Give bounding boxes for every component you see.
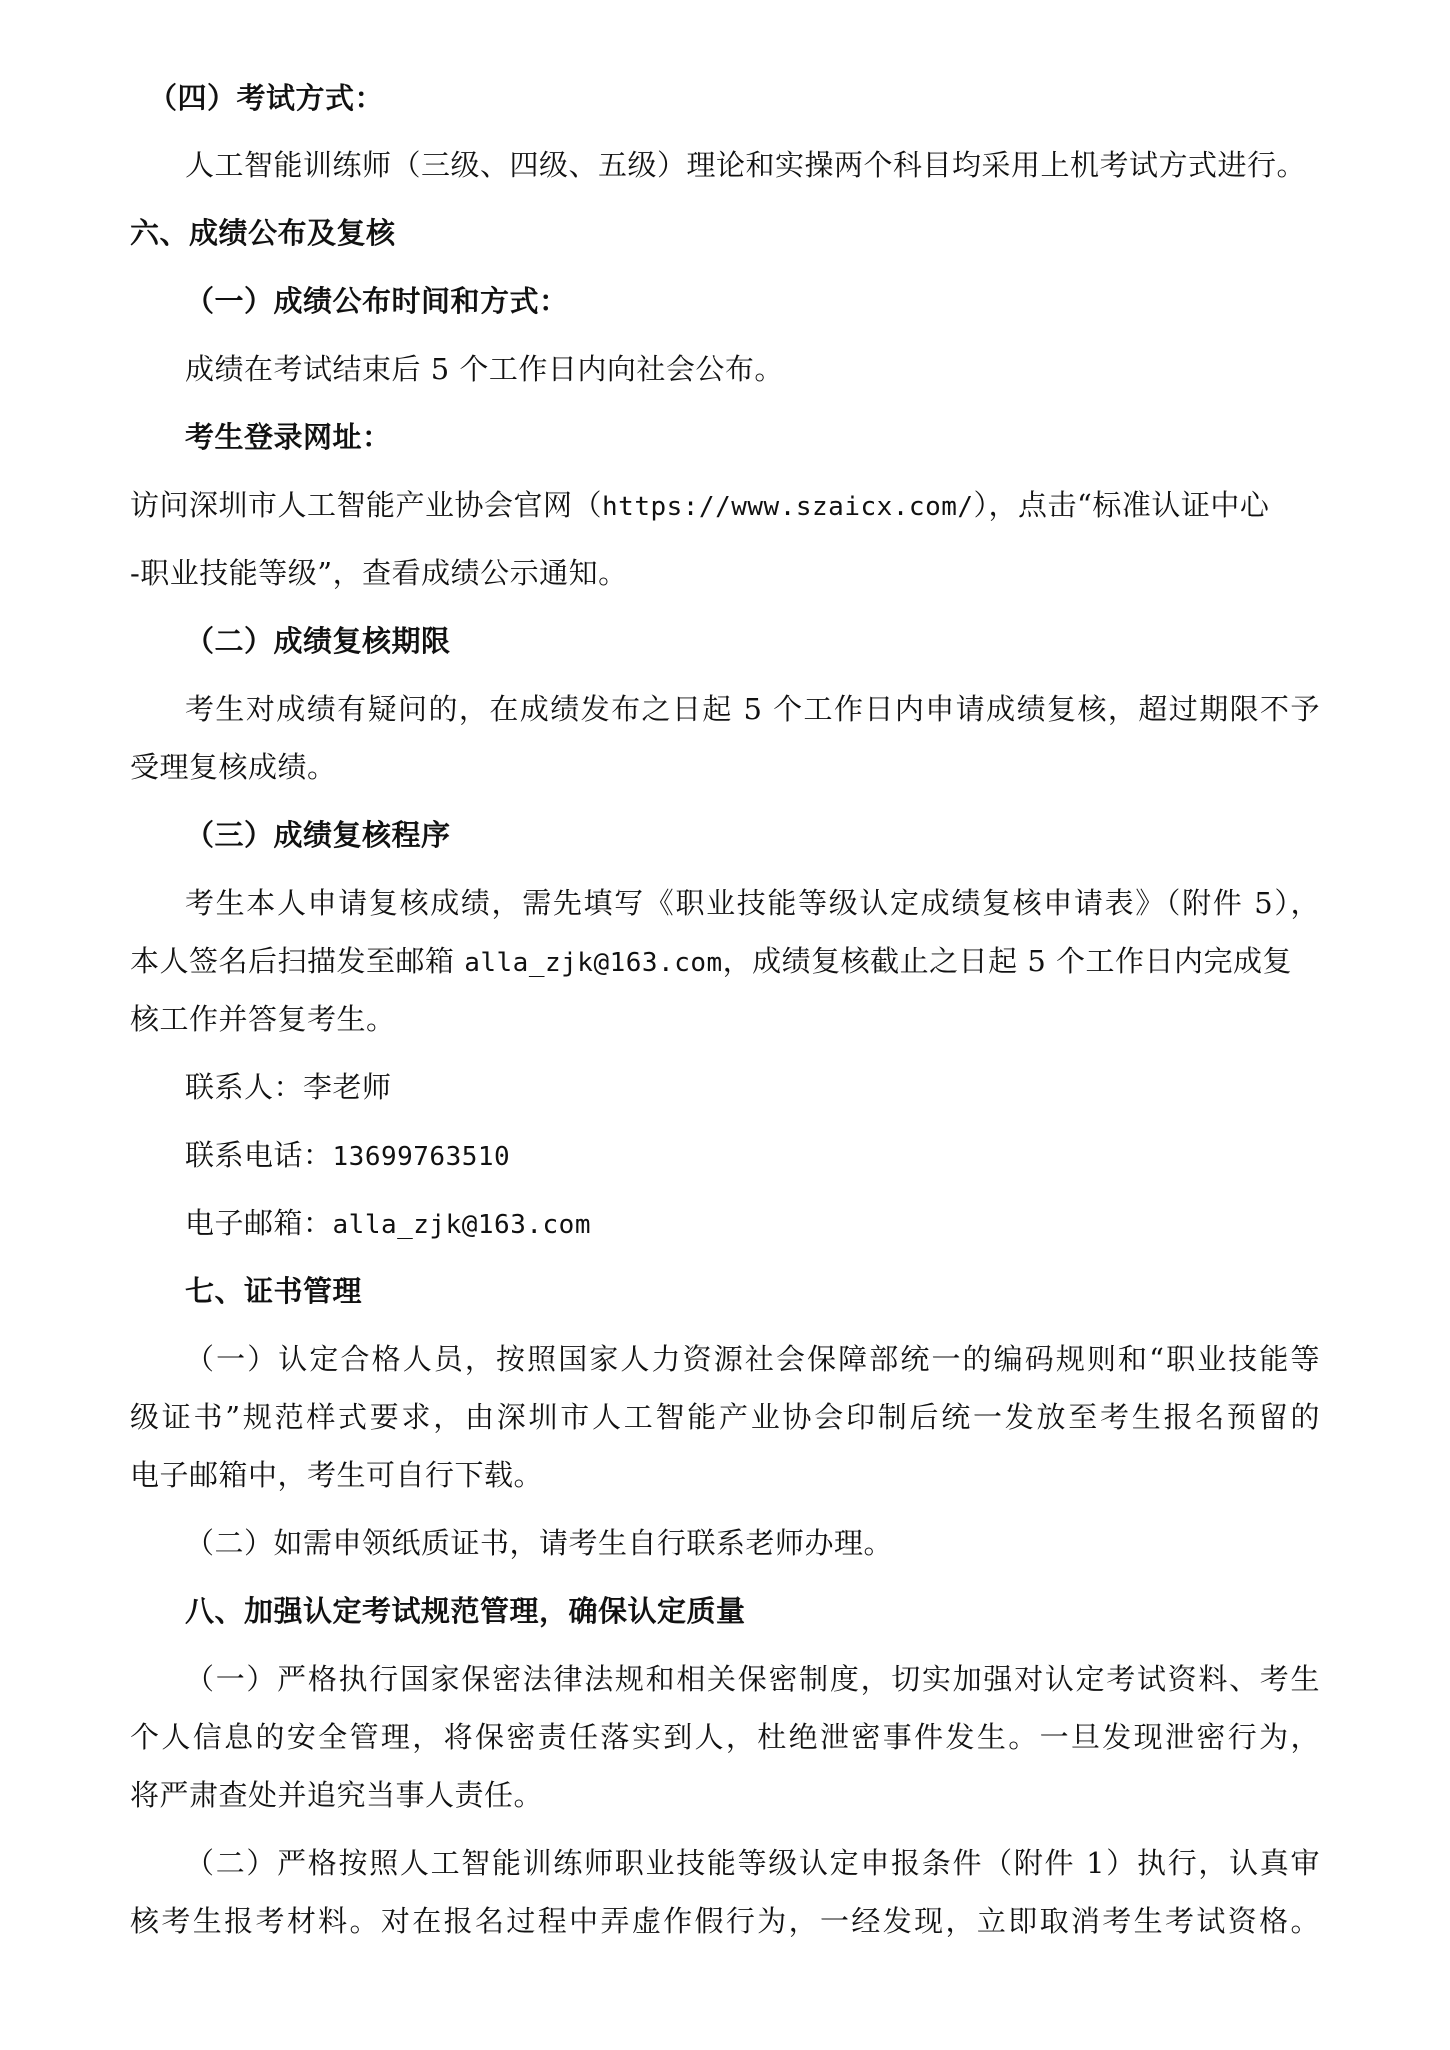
section-7-paragraph-1-line-1: （一）认定合格人员，按照国家人力资源社会保障部统一的编码规则和“职业技能等: [185, 1342, 1320, 1376]
subsection-2-heading: （二）成绩复核期限: [185, 624, 451, 658]
login-line-1: [130, 485, 1320, 527]
subsection-1-text: 成绩在考试结束后 5 个工作日内向社会公布。: [185, 352, 784, 386]
section-7-paragraph-1-line-3: 电子邮箱中，考生可自行下载。: [130, 1458, 544, 1492]
login-heading: 考生登录网址：: [185, 420, 392, 454]
subsection-3-heading: （三）成绩复核程序: [185, 818, 451, 852]
contact-email-label: 电子邮箱：: [185, 1206, 333, 1240]
section-8-paragraph-2-line-1: （二）严格按照人工智能训练师职业技能等级认定申报条件（附件 1）执行，认真审: [185, 1846, 1320, 1880]
login-line-2: -职业技能等级”，查看成绩公示通知。: [130, 556, 628, 590]
subsection-2-line-2: 受理复核成绩。: [130, 750, 337, 784]
section-7-paragraph-2: （二）如需申领纸质证书，请考生自行联系老师办理。: [185, 1526, 894, 1560]
section-7-paragraph-1-line-2: 级证书”规范样式要求，由深圳市人工智能产业协会印制后统一发放至考生报名预留的: [130, 1400, 1320, 1434]
subsection-3-line-2: [130, 941, 1320, 983]
contact-phone: 13699763510: [332, 1142, 511, 1172]
contact-phone-line: [185, 1135, 510, 1177]
section-8-paragraph-2-line-2: 核考生报考材料。对在报名过程中弄虚作假行为，一经发现，立即取消考生考试资格。: [130, 1904, 1320, 1938]
section-8-paragraph-1-line-3: 将严肃查处并追究当事人责任。: [130, 1778, 544, 1812]
subsection-2-line-1: 考生对成绩有疑问的，在成绩发布之日起 5 个工作日内申请成绩复核，超过期限不予: [185, 692, 1320, 726]
exam-method-heading: （四）考试方式：: [148, 81, 385, 115]
subsection-1-heading: （一）成绩公布时间和方式：: [185, 284, 569, 318]
subsection-3-line-2-suffix: ，成绩复核截止之日起 5 个工作日内完成复: [722, 944, 1293, 978]
subsection-3-line-2-prefix: 本人签名后扫描发至邮箱: [130, 944, 465, 978]
subsection-3-line-3: 核工作并答复考生。: [130, 1002, 396, 1036]
section-8-paragraph-1-line-2: 个人信息的安全管理，将保密责任落实到人，杜绝泄密事件发生。一旦发现泄密行为，: [130, 1720, 1320, 1754]
contact-person: 联系人：李老师: [185, 1070, 392, 1104]
section-7-title: 七、证书管理: [185, 1274, 363, 1308]
contact-email-line: [185, 1203, 591, 1245]
exam-method-text: 人工智能训练师（三级、四级、五级）理论和实操两个科目均采用上机考试方式进行。: [185, 148, 1307, 182]
official-site-link[interactable]: https://www.szaicx.com/: [602, 492, 974, 522]
section-8-paragraph-1-line-1: （一）严格执行国家保密法律法规和相关保密制度，切实加强对认定考试资料、考生: [185, 1662, 1320, 1696]
section-6-title: 六、成绩公布及复核: [130, 216, 396, 250]
login-line-1-prefix: 访问深圳市人工智能产业协会官网（: [130, 488, 603, 522]
login-line-1-suffix: ），点击“标准认证中心: [973, 488, 1270, 522]
section-8-title: 八、加强认定考试规范管理，确保认定质量: [185, 1594, 746, 1628]
subsection-3-line-1: 考生本人申请复核成绩，需先填写《职业技能等级认定成绩复核申请表》（附件 5），: [185, 886, 1320, 920]
contact-phone-label: 联系电话：: [185, 1138, 333, 1172]
review-email-link[interactable]: alla_zjk@163.com: [464, 948, 723, 978]
contact-email-link[interactable]: alla_zjk@163.com: [332, 1210, 591, 1240]
